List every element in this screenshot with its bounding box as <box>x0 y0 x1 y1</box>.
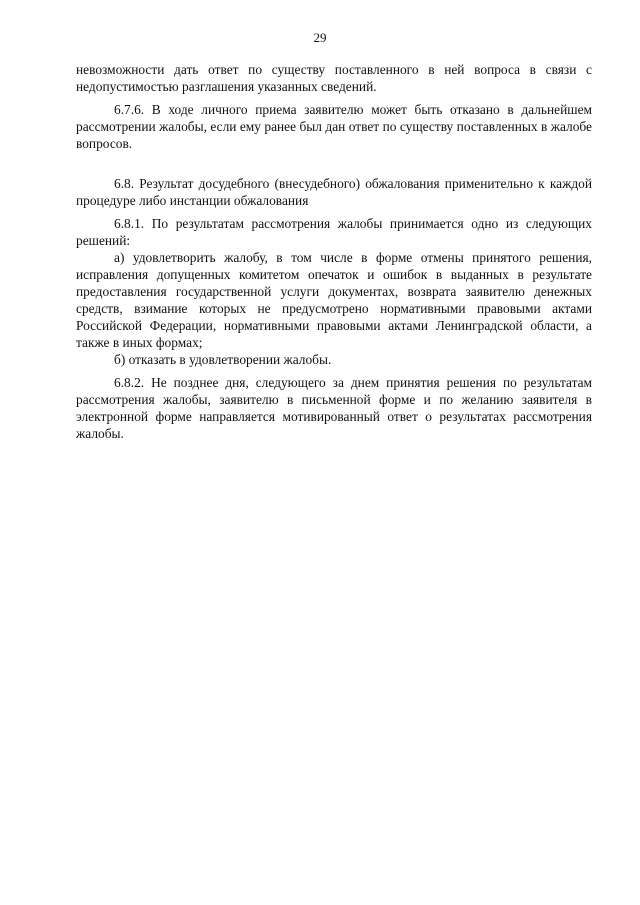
paragraph-6-8-2: 6.8.2. Не позднее дня, следующего за днем принятия решения по результатам рассмотрения жалобы, заявителю в письменной форме и по желанию заявителя в электронной форме направляется мотивированный ответ о результатах рассмотрения жалобы. <box>76 375 592 441</box>
document-body <box>76 61 592 442</box>
paragraph-6-8-1: 6.8.1. По результатам рассмотрения жалобы принимается одно из следующих решений: <box>76 216 592 248</box>
page-number: 29 <box>313 30 327 45</box>
section-heading-6-8: 6.8. Результат досудебного (внесудебного) обжалования применительно к каждой процедуре либо инстанции обжалования <box>76 176 592 208</box>
list-item-a: а) удовлетворить жалобу, в том числе в форме отмены принятого решения, исправления допущенных комитетом опечаток и ошибок в выданных в результате предоставления государственной услуги документах, возврата заявителю денежных средств, взимание которых не предусмотрено нормативными правовыми актами Российской Федерации, нормативными правовыми актами Ленинградской области, а также в иных формах; <box>76 250 592 350</box>
list-item-b: б) отказать в удовлетворении жалобы. <box>114 352 332 367</box>
paragraph-6-7-6: 6.7.6. В ходе личного приема заявителю может быть отказано в дальнейшем рассмотрении жалобы, если ему ранее был дан ответ по существу поставленных в жалобе вопросов. <box>76 102 592 151</box>
paragraph-continuation: невозможности дать ответ по существу поставленного в ней вопроса в связи с недопустимостью разглашения указанных сведений. <box>76 62 592 94</box>
